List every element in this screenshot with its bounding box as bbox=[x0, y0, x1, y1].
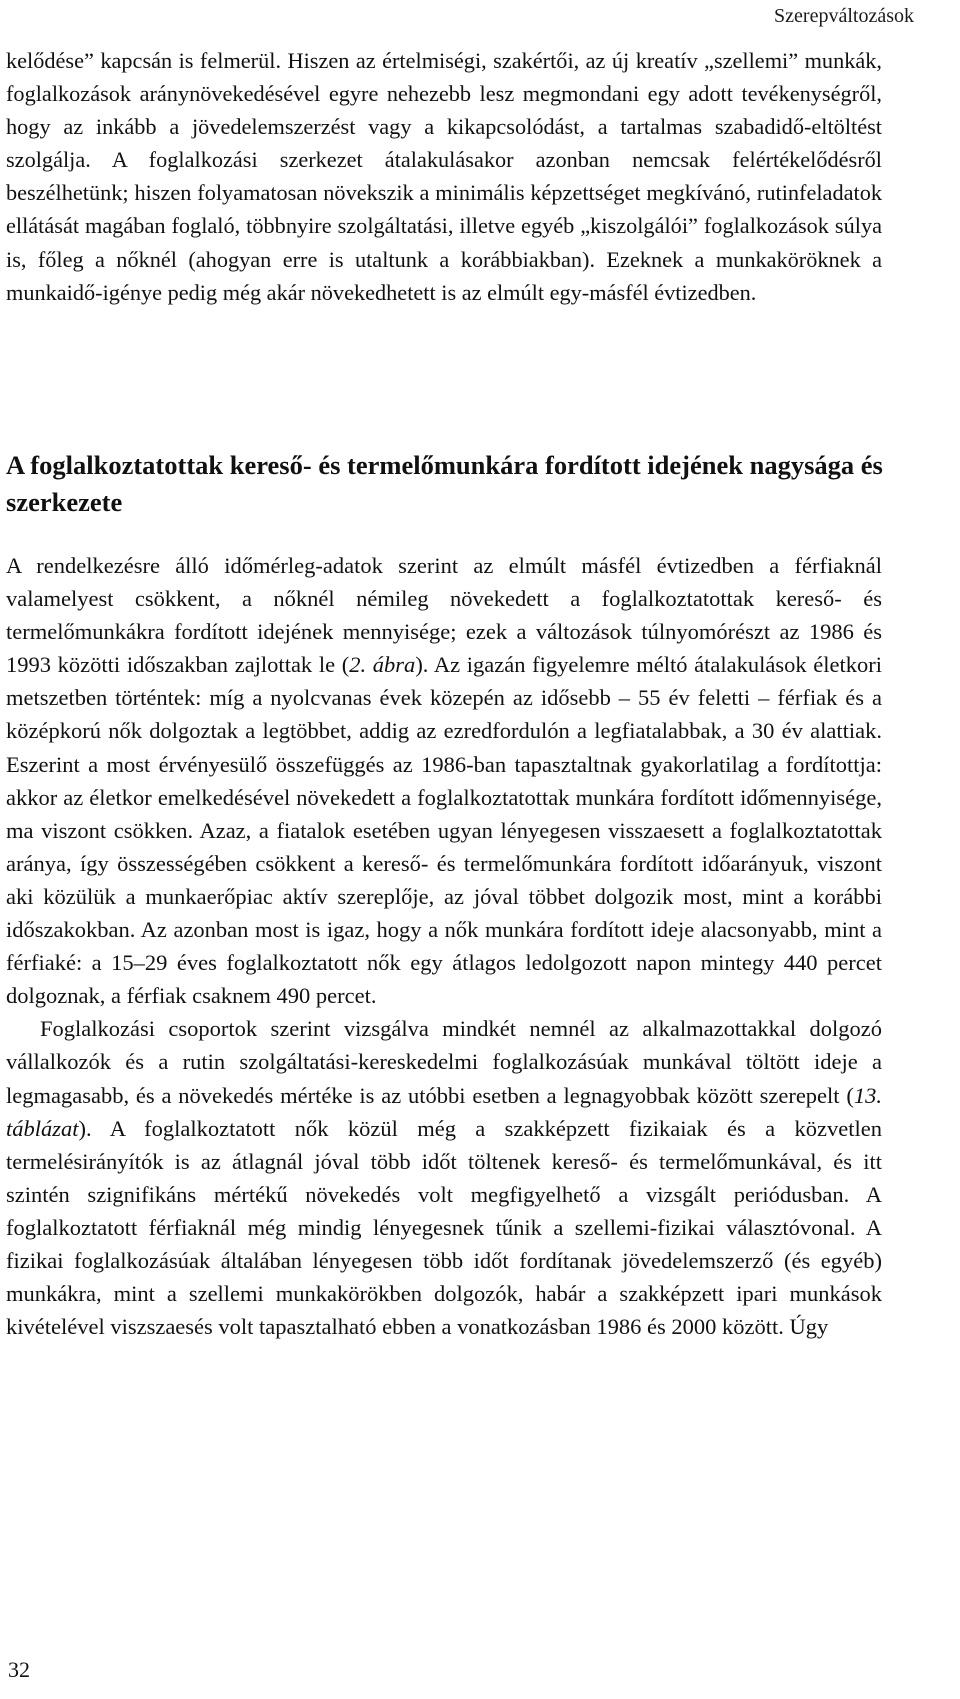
paragraph-3 bbox=[6, 1012, 882, 1343]
page-number: 32 bbox=[8, 1657, 30, 1682]
running-head: Szerepváltozások bbox=[774, 5, 914, 27]
paragraph-2 bbox=[6, 549, 882, 1012]
body-block bbox=[6, 549, 882, 1343]
paragraph-2-text-a: A rendelkezésre álló időmérleg-adatok szerint az elmúlt másfél évtizedben a férfiaknál valamelyest csökkent, a nőknél némileg növekedett a foglalkoztatottak kereső- és termelőmunkákra fordított idejének mennyisége; ezek a változások túlnyomórészt az 1986 és 1993 közötti időszakban zajlottak le ( bbox=[6, 553, 882, 678]
paragraph-2-text-b: ). Az igazán figyelemre méltó átalakulások életkori metszetben történtek: míg a nyolcvanas évek közepén az idősebb – 55 év feletti – férfiak és a középkorú nők dolgoztak a legtöbbet, addig az ezredfordulón a legfiatalabbak, a 30 év alattiak. Eszerint a most érvényesülő összefüggés az 1986-ban tapasztaltnak gyakorlatilag a fordítottja: akkor az életkor emelkedésével növekedett a foglalkoztatottak munkára fordított időmennyisége, ma viszont csökken. Azaz, a fiatalok esetében ugyan lényegesen visszaesett a foglalkoztatottak aránya, így összességében csökkent a kereső- és termelőmunkára fordított időarányuk, viszont aki közülük a munkaerőpiac aktív szereplője, az jóval többet dolgozik most, mint a korábbi időszakokban. Az azonban most is igaz, hogy a nők munkára fordított ideje alacsonyabb, mint a férfiaké: a 15–29 éves foglalkoztatott nők egy átlagos ledolgozott napon mintegy 440 percet dolgoznak, a férfiak csaknem 490 percet. bbox=[6, 652, 883, 1009]
intro-paragraph: kelődése” kapcsán is felmerül. Hiszen az értelmiségi, szakértői, az új kreatív „szellemi” munkák, foglalkozások aránynövekedésével egyre nehezebb lesz megmondani egy adott tevékenységről, hogy az inkább a jövedelemszerzést vagy a kikapcsolódást, a tartalmas szabadidő-eltöltést szolgálja. A foglalkozási szerkezet átalakulásakor azonban nemcsak felértékelődésről beszélhetünk; hiszen folyamatosan növekszik a minimális képzettséget megkívánó, rutinfeladatok ellátását magában foglaló, többnyire szolgáltatási, illetve egyéb „kiszolgálói” foglalkozások súlya is, főleg a nőknél (ahogyan erre is utaltunk a korábbiakban). Ezeknek a munkaköröknek a munkaidő-igénye pedig még akár növekedhetett is az elmúlt egy-másfél évtizedben. bbox=[6, 48, 882, 305]
figure-reference: 2. ábra bbox=[349, 652, 416, 678]
paragraph-3-text-a: Foglalkozási csoportok szerint vizsgálva mindkét nemnél az alkalmazottakkal dolgozó vállalkozók és a rutin szolgáltatási-kereskedelmi foglalkozásúak munkával töltött ideje a legmagasabb, és a növekedés mértéke is az utóbbi esetben a legnagyobbak között szerepelt ( bbox=[6, 1016, 882, 1108]
intro-block bbox=[6, 44, 882, 309]
section-heading: A foglalkoztatottak kereső- és termelőmunkára fordított idejének nagysága és szerkezete bbox=[6, 450, 883, 517]
paragraph-3-text-b: ). A foglalkoztatott nők közül még a szakképzett fizikaiak és a közvetlen termelésirányítók is az átlagnál jóval több időt töltenek kereső- és termelőmunkával, és itt szintén szignifikáns mértékű növekedés volt megfigyelhető a vizsgált periódusban. A foglalkoztatott férfiaknál még mindig lényegesnek tűnik a szellemi-fizikai választóvonal. A fizikai foglalkozásúak általában lényegesen több időt fordítanak jövedelemszerző (és egyéb) munkákra, mint a szellemi munkakörökben dolgozók, habár a szakképzett ipari munkások kivételével viszszaesés volt tapasztalható ebben a vonatkozásban 1986 és 2000 között. Úgy bbox=[6, 1115, 882, 1340]
table-reference: 13. táblázat bbox=[6, 1082, 882, 1141]
